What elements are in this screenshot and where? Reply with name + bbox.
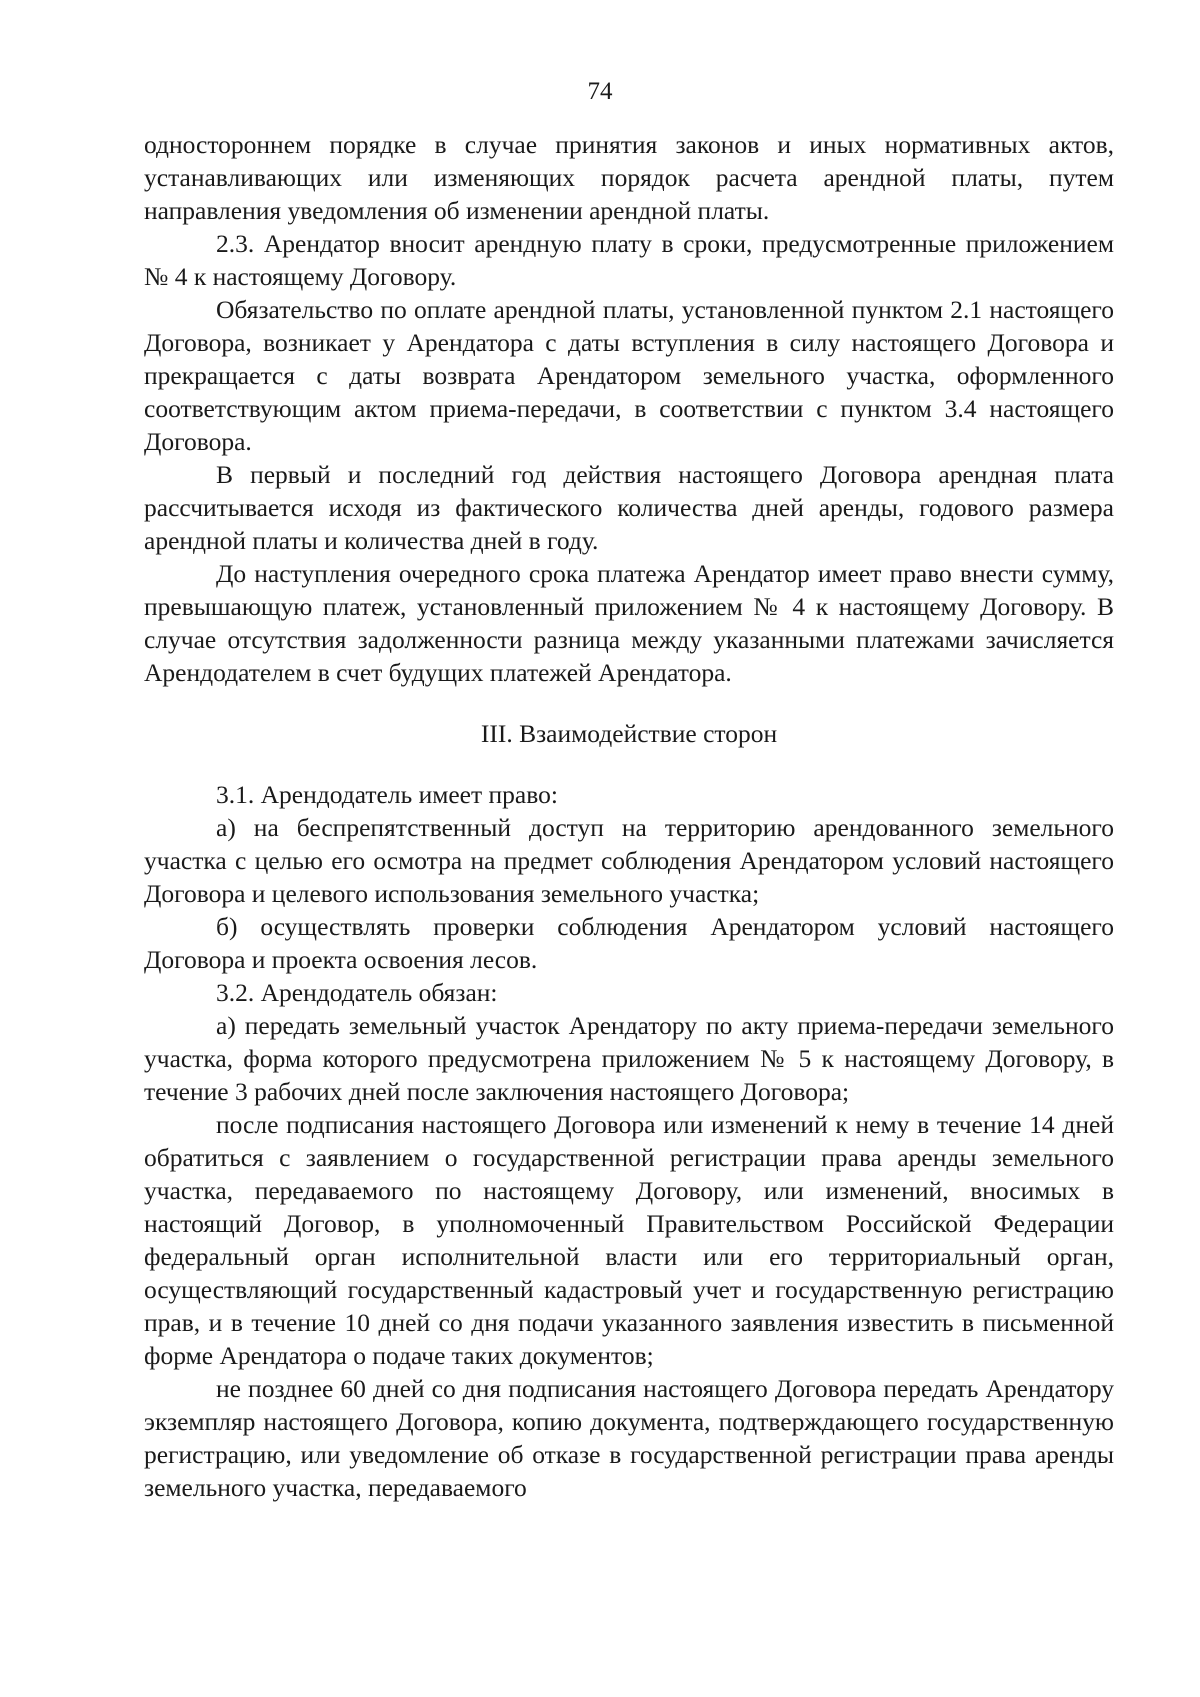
- paragraph-3-1-a: а) на беспрепятственный доступ на территорию арендованного земельного участка с целью его осмотра на предмет соблюдения Арендатором условий настоящего Договора и целевого использования земельного участка;: [144, 813, 1114, 908]
- document-body: [144, 128, 1114, 1504]
- paragraph-3-1-b: б) осуществлять проверки соблюдения Арендатором условий настоящего Договора и проекта освоения лесов.: [144, 912, 1114, 974]
- section-heading-iii: III. Взаимодействие сторон: [480, 719, 778, 748]
- paragraph-first-last-year: В первый и последний год действия настоящего Договора арендная плата рассчитывается исходя из фактического количества дней аренды, годового размера арендной платы и количества дней в году.: [144, 460, 1114, 555]
- paragraph-60-days: не позднее 60 дней со дня подписания настоящего Договора передать Арендатору экземпляр настоящего Договора, копию документа, подтверждающего государственную регистрацию, или уведомление об отказе в государственной регистрации права аренды земельного участка, передаваемого: [144, 1374, 1114, 1502]
- paragraph-continuation: одностороннем порядке в случае принятия законов и иных нормативных актов, устанавливающих или изменяющих порядок расчета арендной платы, путем направления уведомления об изменении арендной платы.: [144, 130, 1114, 225]
- paragraph-3-1: 3.1. Арендодатель имеет право:: [216, 780, 558, 809]
- paragraph-payment-obligation: Обязательство по оплате арендной платы, установленной пунктом 2.1 настоящего Договора, возникает у Арендатора с даты вступления в силу настоящего Договора и прекращается с даты возврата Арендатором земельного участка, оформленного соответствующим актом приема-передачи, в соответствии с пунктом 3.4 настоящего Договора.: [144, 295, 1114, 456]
- page-number: 74: [587, 78, 613, 105]
- paragraph-2-3: 2.3. Арендатор вносит арендную плату в сроки, предусмотренные приложением № 4 к настоящему Договору.: [144, 229, 1114, 291]
- paragraph-prepayment: До наступления очередного срока платежа Арендатор имеет право внести сумму, превышающую платеж, установленный приложением № 4 к настоящему Договору. В случае отсутствия задолженности разница между указанными платежами зачисляется Арендодателем в счет будущих платежей Арендатора.: [144, 559, 1114, 687]
- paragraph-3-2: 3.2. Арендодатель обязан:: [216, 978, 498, 1007]
- paragraph-registration: после подписания настоящего Договора или изменений к нему в течение 14 дней обратиться с заявлением о государственной регистрации права аренды земельного участка, передаваемого по настоящему Договору, или изменений, вносимых в настоящий Договор, в уполномоченный Правительством Российской Федерации федеральный орган исполнительной власти или его территориальный орган, осуществляющий государственный кадастровый учет и государственную регистрацию прав, и в течение 10 дней со дня подачи указанного заявления известить в письменной форме Арендатора о подаче таких документов;: [144, 1110, 1114, 1370]
- paragraph-3-2-a: а) передать земельный участок Арендатору по акту приема-передачи земельного участка, форма которого предусмотрена приложением № 5 к настоящему Договору, в течение 3 рабочих дней после заключения настоящего Договора;: [144, 1011, 1114, 1106]
